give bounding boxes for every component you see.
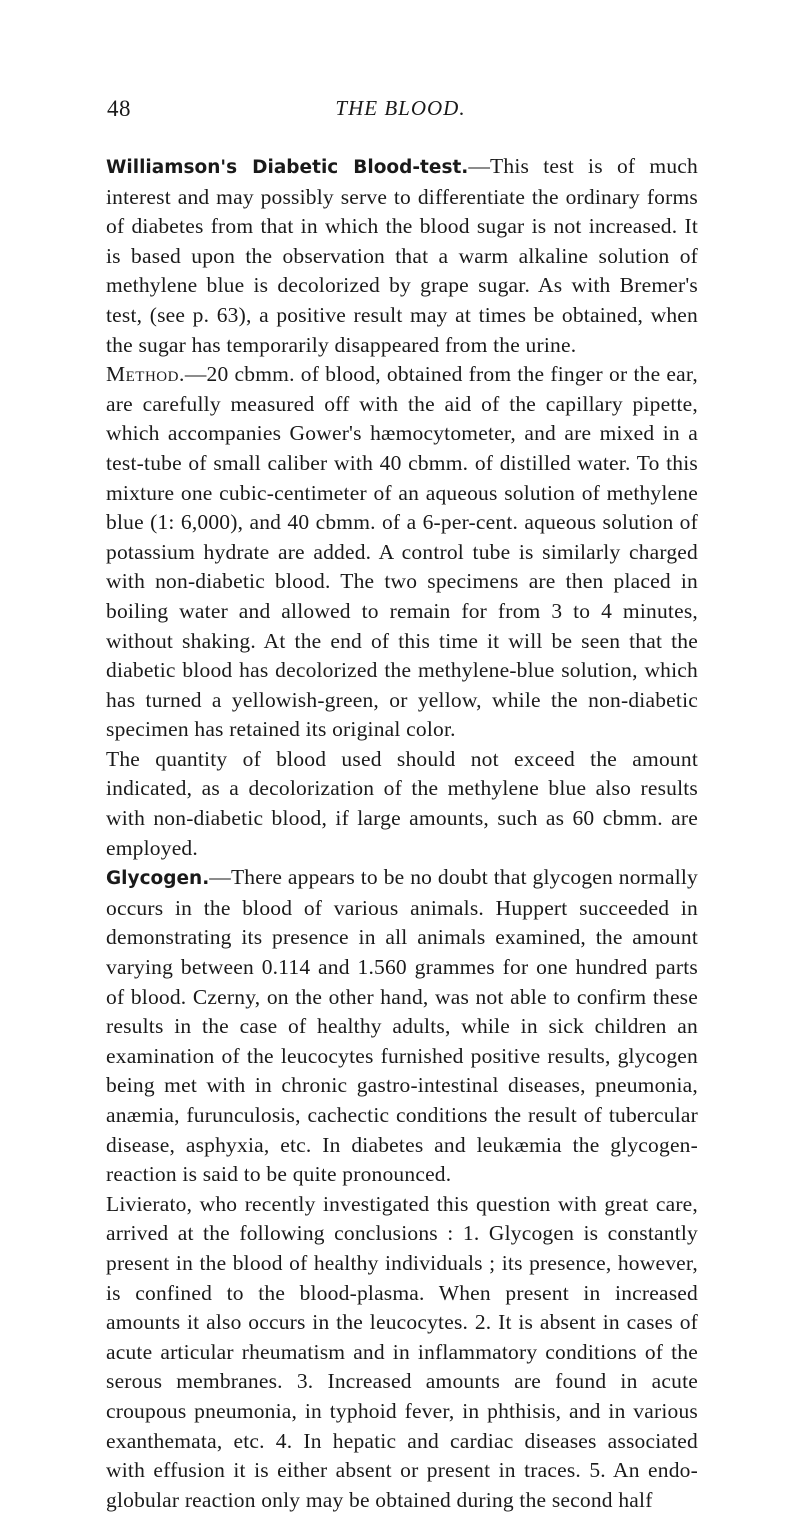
- running-title: THE BLOOD.: [335, 96, 466, 120]
- paragraph-glycogen: [106, 863, 698, 1190]
- paragraph-williamson-test: [106, 152, 698, 360]
- body-text: [106, 152, 698, 1515]
- section-heading-glycogen: Glycogen.: [106, 868, 210, 890]
- paragraph-text: The quantity of blood used should not exceed the amount indicated, as a decolorization of the methylene blue also results with non-diabetic blood, if large amounts, such as 60 cbmm. are employed.: [106, 746, 698, 860]
- paragraph-quantity-note: [106, 745, 698, 863]
- paragraph-text: —There appears to be no doubt that glycogen normally occurs in the blood of various animals. Huppert succeeded in demonstrating its presence in all animals examined, the amount varying between 0.114 and 1.560 grammes for one hundred parts of blood. Czerny, on the other hand, was not able to confirm these results in the case of healthy adults, while in sick children an examination of the leucocytes furnished positive results, glycogen being met with in chronic gastro-intestinal diseases, pneumonia, anæmia, furunculosis, cachectic conditions the result of tubercular disease, asphyxia, etc. In diabetes and leukæmia the glycogen-reaction is said to be quite pronounced.: [106, 865, 698, 1187]
- page-number: 48: [107, 96, 131, 121]
- paragraph-text: —20 cbmm. of blood, obtained from the finger or the ear, are carefully measured off with the aid of the capillary pipette, which accompanies Gower's hæmocytometer, and are mixed in a test-tube of small caliber with 40 cbmm. of distilled water. To this mixture one cubic-centimeter of an aqueous solution of methylene blue (1: 6,000), and 40 cbmm. of a 6-per-cent. aqueous solution of potassium hydrate are added. A control tube is similarly charged with non-diabetic blood. The two specimens are then placed in boiling water and allowed to remain for from 3 to 4 minutes, without shaking. At the end of this time it will be seen that the diabetic blood has decolorized the methylene-blue solution, which has turned a yellowish-green, or yellow, while the non-diabetic specimen has retained its original color.: [106, 362, 698, 742]
- paragraph-text: Livierato, who recently investigated this question with great care, arrived at the following conclusions : 1. Glycogen is constantly present in the blood of healthy individuals ; its presence, however, is confined to the blood-plasma. When present in increased amounts it also occurs in the leucocytes. 2. It is absent in cases of acute articular rheumatism and in inflammatory conditions of the serous membranes. 3. Increased amounts are found in acute croupous pneumonia, in typhoid fever, in phthisis, and in various exanthemata, etc. 4. In hepatic and cardiac diseases associated with effusion it is either absent or present in traces. 5. An endo-globular reaction only may be obtained during the second half: [106, 1191, 698, 1512]
- paragraph-livierato: [106, 1190, 698, 1515]
- section-heading-method: Method.: [106, 362, 185, 387]
- paragraph-method: [106, 360, 698, 745]
- section-heading-williamson: Williamson's Diabetic Blood-test.: [106, 157, 469, 178]
- paragraph-text: —This test is of much interest and may possibly serve to differentiate the ordinary forms of diabetes from that in which the blood sugar is not increased. It is based upon the observation that a warm alkaline solution of methylene blue is decolorized by grape sugar. As with Bremer's test, (see p. 63), a positive result may at times be obtained, when the sugar has temporarily disappeared from the urine.: [106, 154, 698, 357]
- page-header: [0, 96, 801, 136]
